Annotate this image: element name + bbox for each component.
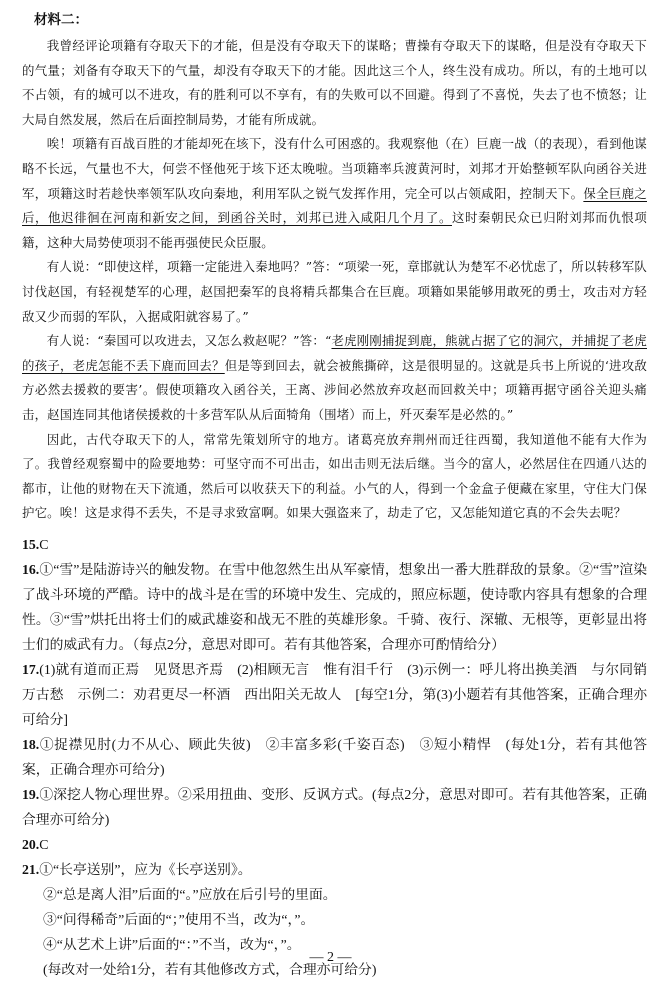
material-paragraph-4: 有人说：“秦国可以攻进去，又怎么救赵呢？”答：“老虎刚刚捕捉到鹿，熊就占据了它的洞穴，并捕捉了老虎的孩子，老虎怎能不丢下鹿而回去？但是等到回去，就会被熊撕碎，这是很明显的。这就是兵书上所说的‘进攻敌方必然去援救的要害’。假使项籍攻入函谷关，王离、涉间必然放弃攻赵而回救关中；项籍再据守函谷关迎头痛击，赵国连同其他诸侯援救的十多营军队从后面犄角（围堵）而上，歼灭秦军是必然的。”: [22, 333, 647, 422]
answer-21-item-3: ③“问得稀奇”后面的“；”使用不当，改为“，”。: [43, 911, 315, 927]
answer-21-item-2: ②“总是离人泪”后面的“。”应放在后引号的里面。: [43, 886, 337, 902]
material-heading: 材料二：: [34, 12, 88, 28]
material-paragraph-5: 因此，古代夺取天下的人，常常先策划所守的地方。诸葛亮放弃荆州而迁往西蜀，我知道他不能有大作为了。我曾经观察蜀中的险要地势：可坚守而不可出击，如出击则无法后继。当今的富人，必然居住在四通八达的都市，让他的财物在天下流通，然后可以收获天下的利益。小气的人，得到一个金盒子便藏在家里，守住大门保护它。唉！这是求得不丢失，不是寻求致富啊。如果大强盗来了，劫走了它，又怎能知道它真的不会失去呢？: [22, 431, 647, 521]
material-paragraph-1: 我曾经评论项籍有夺取天下的才能，但是没有夺取天下的谋略；曹操有夺取天下的谋略，但是没有夺取天下的气量；刘备有夺取天下的气量，却没有夺取天下的才能。因此这三个人，终生没有成功。所以，有的土地可以不占领，有的城可以不进攻，有的胜利可以不享有，有的失败可以不回避。得到了不喜悦，失去了也不愤怒；让大局自然发展，然后在后面控制局势，才能有所成就。: [22, 38, 647, 127]
answer-21-scoring-note: (每改对一处给1分，若有其他修改方式，合理亦可给分): [43, 961, 377, 977]
answer-21: 21.①“长亭送别”，应为《长亭送别》。: [22, 861, 252, 877]
answer-18: 18.①捉襟见肘(力不从心、顾此失彼) ②丰富多彩(千姿百态) ③短小精悍 (每处1分，若有其他答案，正确合理亦可给分): [22, 736, 647, 777]
answer-17: 17.(1)就有道而正焉 见贤思齐焉 (2)相顾无言 惟有泪千行 (3)示例一：呼儿将出换美酒 与尔同销万古愁 示例二：劝君更尽一杯酒 西出阳关无故人 [每空1分，第(3)小题若有其他答案，正确合理亦可给分]: [22, 661, 647, 727]
answer-19: 19.①深挖人物心理世界。②采用扭曲、变形、反讽方式。(每点2分，意思对即可。若有其他答案，正确合理亦可给分): [22, 786, 647, 827]
underlined-sentence-2: 老虎刚刚捕捉到鹿，熊就占据了它的洞穴，并捕捉了老虎的孩子，老虎怎能不丢下鹿而回去？: [22, 333, 647, 373]
answer-21-item-4: ④“从艺术上讲”后面的“：”不当，改为“，”。: [43, 936, 301, 952]
answer-16: 16.①“雪”是陆游诗兴的触发物。在雪中他忽然生出从军豪情，想象出一番大胜群敌的景象。②“雪”渲染了战斗环境的严酷。诗中的战斗是在雪的环境中发生、完成的，照应标题，使诗歌内容具有想象的合理性。③“雪”烘托出将士们的威武雄姿和战无不胜的英雄形象。千骑、夜行、深辙、无根等，更彰显出将士们的威武有力。（每点2分，意思对即可。若有其他答案，合理亦可酌情给分）: [22, 561, 647, 652]
answer-list: [22, 532, 647, 982]
page-number: — 2 —: [309, 950, 352, 965]
underlined-sentence-1: 保全巨鹿之后，他迟徘徊在河南和新安之间，到函谷关时，刘邦已进入咸阳几个月了。: [22, 185, 647, 226]
answer-15: 15.C: [22, 536, 49, 552]
answer-20: 20.C: [22, 836, 49, 852]
material-paragraph-3: 有人说：“即使这样，项籍一定能进入秦地吗？”答：“项梁一死，章邯就认为楚军不必忧虑了，所以转移军队讨伐赵国，有轻视楚军的心理，赵国把秦军的良将精兵都集合在巨鹿。项籍如果能够用敢死的勇士，攻击对方轻敌又少而弱的军队，入据咸阳就容易了。”: [22, 259, 647, 324]
material-paragraph-2: 唉！项籍有百战百胜的才能却死在垓下，没有什么可困惑的。我观察他（在）巨鹿一战（的表现），看到他谋略不长远，气量也不大，何尝不怪他死于垓下还太晚啦。当项籍率兵渡黄河时，刘邦才开始整顿军队向函谷关进军，项籍这时若趁快率领军队攻向秦地，利用军队之锐气发挥作用，完全可以占领咸阳，控制天下。保全巨鹿之后，他迟徘徊在河南和新安之间，到函谷关时，刘邦已进入咸阳几个月了。这时秦朝民众已归附刘邦而仇恨项籍，这种大局势使项羽不能再强使民众臣服。: [22, 136, 647, 250]
